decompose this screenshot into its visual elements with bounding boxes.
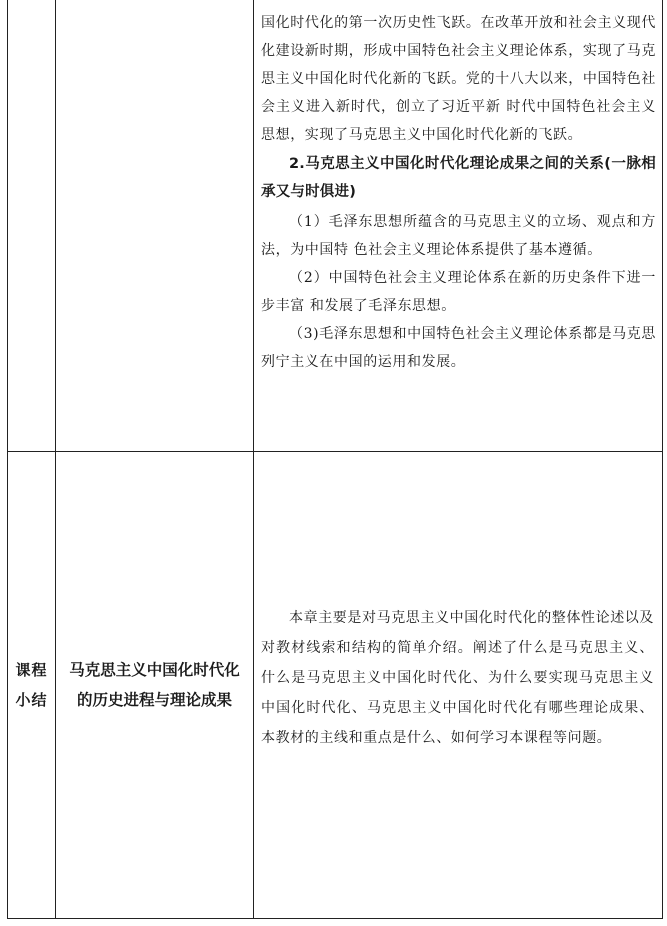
content-cell [254, 0, 663, 452]
summary-label: 课程小结 [15, 661, 48, 709]
point-3: （3)毛泽东思想和中国特色社会主义理论体系都是马克思列宁主义在中国的运用和发展。 [261, 326, 656, 370]
empty-label-cell [8, 0, 56, 452]
intro-paragraph: 国化时代化的第一次历史性飞跃。在改革开放和社会主义现代化建设新时期，形成中国特色社会主义理论体系，实现了马克思主义中国化时代化新的飞跃。党的十八大以来，中国特色社会主义进入新时代，创立了习近平新 时代中国特色社会主义思想，实现了马克思主义中国化时代化新的飞跃。 [261, 15, 656, 143]
empty-topic-cell [56, 0, 254, 452]
point-1: （1）毛泽东思想所蕴含的马克思主义的立场、观点和方法，为中国特 色社会主义理论体系提供了基本遵循。 [261, 214, 656, 258]
lesson-plan-table [7, 0, 663, 919]
point-2: （2）中国特色社会主义理论体系在新的历史条件下进一步丰富 和发展了毛泽东思想。 [261, 270, 656, 314]
topic-cell [56, 452, 254, 919]
summary-cell [254, 452, 663, 919]
content-text [254, 0, 662, 376]
table-row-summary [8, 452, 663, 919]
summary-topic: 马克思主义中国化时代化的历史进程与理论成果 [69, 661, 240, 709]
section-heading: 2.马克思主义中国化时代化理论成果之间的关系(一脉相承又与时俱进) [261, 156, 656, 200]
summary-text: 本章主要是对马克思主义中国化时代化的整体性论述以及对教材线索和结构的简单介绍。阐述了什么是马克思主义、什么是马克思主义中国化时代化、为什么要实现马克思主义中国化时代化、马克思主义中国化时代化有哪些理论成果、本教材的主线和重点是什么、如何学习本课程等问题。 [261, 610, 654, 746]
table-row-content [8, 0, 663, 452]
label-cell [8, 452, 56, 919]
